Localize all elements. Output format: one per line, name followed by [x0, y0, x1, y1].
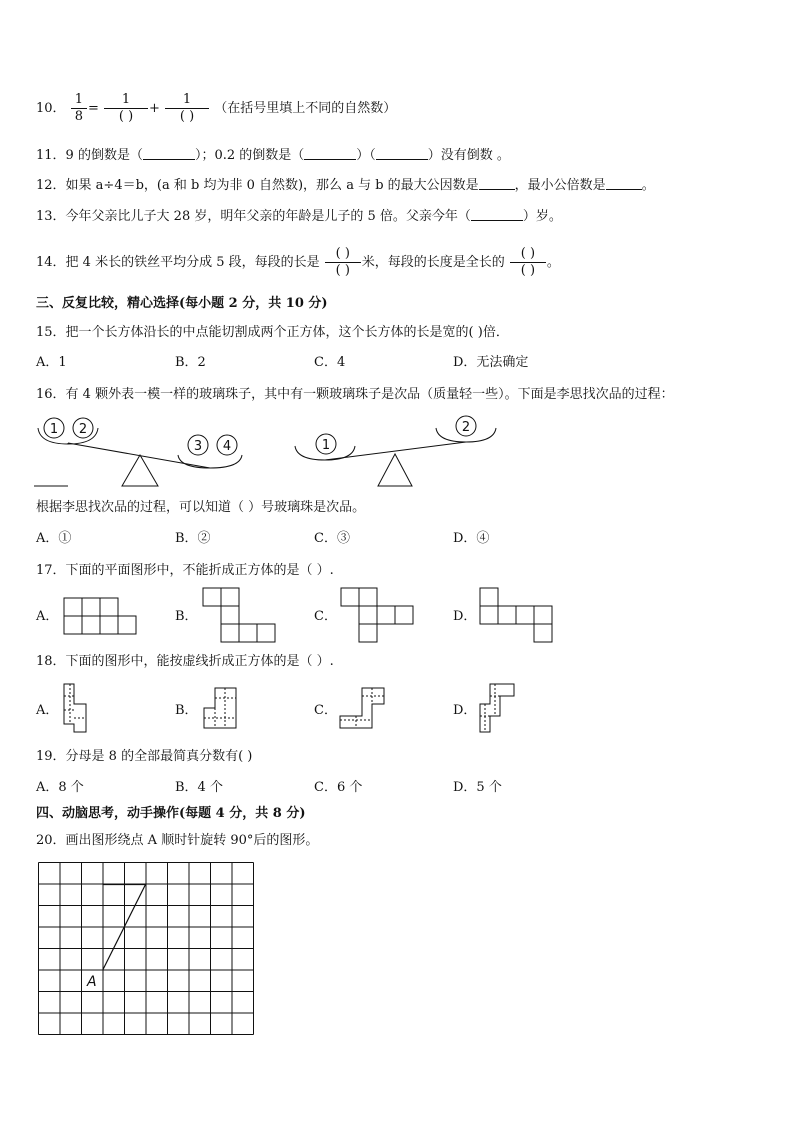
question-11: 11．9 的倒数是（ ）；0.2 的倒数是（ ）（ ）没有倒数 。 — [36, 148, 510, 163]
question-15-stem: 15．把一个长方体沿长的中点能切割成两个正方体，这个长方体的长是宽的( )倍． — [36, 325, 509, 340]
ball-label-2: 2 — [78, 422, 88, 437]
question-18-stem: 18．下面的图形中，能按虚线折成正方体的是（ ）. — [36, 654, 334, 669]
section-3-heading: 三、反复比较，精心选择(每小题 2 分，共 10 分) — [36, 296, 328, 311]
q16-option-c[interactable]: C．③ — [314, 531, 350, 546]
q15-option-b[interactable]: B．2 — [175, 355, 206, 370]
point-a-label: A — [87, 974, 97, 990]
q16-option-d[interactable]: D．④ — [453, 531, 490, 546]
question-16-ask: 根据李思找次品的过程，可以知道（ ）号玻璃珠是次品。 — [36, 500, 366, 515]
question-19-stem: 19．分母是 8 的全部最简真分数有( ) — [36, 749, 253, 764]
left-pan-right — [178, 455, 242, 468]
question-13: 13．今年父亲比儿子大 28 岁，明年父亲的年龄是儿子的 5 倍。父亲今年（ ）岁。 — [36, 209, 562, 224]
answer-blank[interactable] — [376, 147, 428, 160]
q19-option-b[interactable]: B．4 个 — [175, 780, 223, 795]
answer-blank[interactable] — [479, 177, 515, 190]
q17-nets — [0, 585, 560, 650]
q15-option-d[interactable]: D．无法确定 — [453, 355, 529, 370]
q10-number: 10． — [36, 101, 66, 116]
q19-option-d[interactable]: D．5 个 — [453, 780, 502, 795]
question-17-stem: 17．下面的平面图形中，不能折成正方体的是（ ）. — [36, 563, 334, 578]
ball-label-4: 4 — [222, 439, 232, 454]
q18-option-d[interactable]: D． — [453, 703, 477, 718]
q16-option-b[interactable]: B．② — [175, 531, 211, 546]
q18-option-b[interactable]: B． — [175, 703, 198, 718]
fraction-blank-whole: $\frac{( )}{( )}$ — [510, 246, 546, 279]
q17-option-d[interactable]: D． — [453, 609, 477, 624]
answer-blank[interactable] — [304, 147, 356, 160]
question-20-stem: 20．画出图形绕点 A 顺时针旋转 90°后的图形。 — [36, 833, 319, 848]
question-12: 12．如果 a÷4＝b，(a 和 b 均为非 0 自然数)，那么 a 与 b 的最大公因数是 ，最小公倍数是 。 — [36, 178, 655, 193]
rotation-grid[interactable] — [38, 862, 256, 1036]
question-16-stem: 16．有 4 颗外表一模一样的玻璃珠子，其中有一颗玻璃珠子是次品（质量轻一些）。下面是李思找次品的过程： — [36, 387, 674, 402]
q19-option-c[interactable]: C．6 个 — [314, 780, 363, 795]
ball-label-1b: 1 — [321, 438, 331, 453]
question-14: 14．把 4 米长的铁丝平均分成 5 段，每段的长是 $\frac{( )}{( )}$ 米，每段的长度是全长的 $\frac{( )}{( )}$ 。 — [36, 246, 560, 278]
answer-blank[interactable] — [143, 147, 195, 160]
question-10: 10． $\frac{1}{8}$ = $\frac{1}{( )}$ + $\frac{1}{( )}$ （在括号里填上不同的自然数） — [36, 92, 397, 124]
ball-label-2b: 2 — [461, 420, 471, 435]
balance-diagram — [0, 410, 540, 490]
fraction-blank-b: $\frac{1}{( )}$ — [165, 92, 209, 125]
section-4-heading: 四、动脑思考，动手操作(每题 4 分，共 8 分) — [36, 806, 306, 821]
q17-option-a[interactable]: A． — [36, 609, 59, 624]
ball-label-3: 3 — [193, 439, 203, 454]
q16-option-a[interactable]: A．① — [36, 531, 72, 546]
q15-option-a[interactable]: A．1 — [36, 355, 67, 370]
fraction-blank-meters: $\frac{( )}{( )}$ — [325, 246, 361, 279]
right-balance-beam — [325, 442, 466, 460]
q10-note: （在括号里填上不同的自然数） — [214, 101, 397, 116]
q19-option-a[interactable]: A．8 个 — [36, 780, 84, 795]
answer-blank[interactable] — [471, 208, 523, 221]
fraction-blank-a: $\frac{1}{( )}$ — [104, 92, 148, 125]
q18-option-a[interactable]: A． — [36, 703, 59, 718]
q17-option-b[interactable]: B． — [175, 609, 198, 624]
left-fulcrum — [122, 455, 158, 486]
q17-option-c[interactable]: C． — [314, 609, 337, 624]
answer-blank[interactable] — [606, 177, 642, 190]
fraction-one-eighth: $\frac{1}{8}$ — [71, 92, 87, 125]
q18-option-c[interactable]: C． — [314, 703, 337, 718]
ball-label-1: 1 — [49, 422, 59, 437]
left-balance-beam — [68, 443, 210, 468]
q15-option-c[interactable]: C．4 — [314, 355, 346, 370]
right-fulcrum — [378, 454, 412, 486]
q18-folding-shapes — [0, 680, 560, 740]
